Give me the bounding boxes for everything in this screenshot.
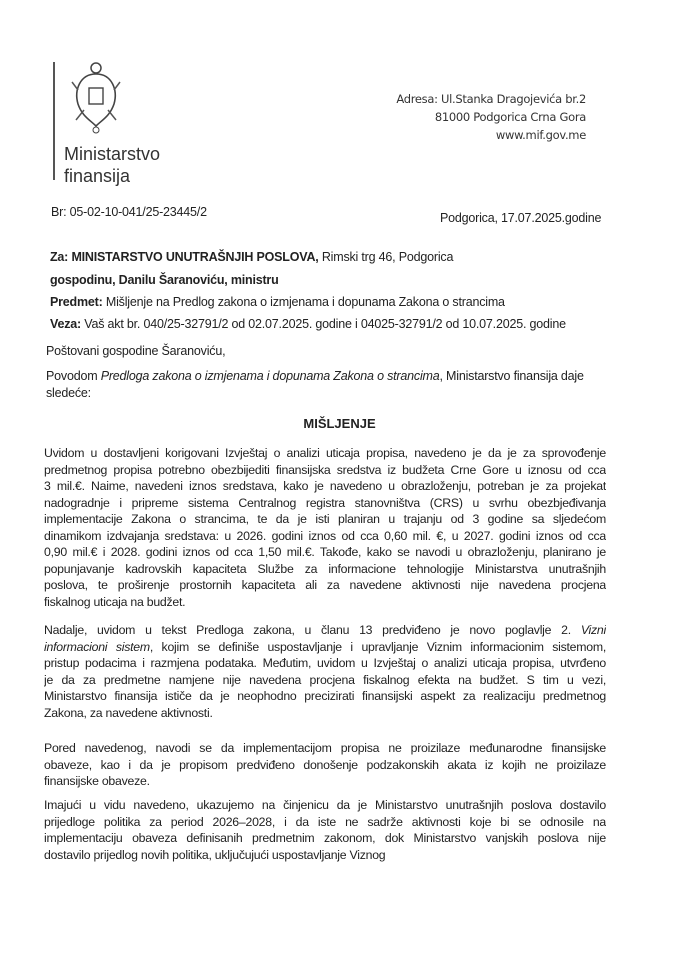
paragraph-line: informacioni sistem, kojim se definiše uspostavljanje i upravljanje Viznim informacionim sistemom, [44,639,606,654]
recipient-org: MINISTARSTVO UNUTRAŠNJIH POSLOVA, [71,250,319,264]
recipient-person: gospodinu, Danilu Šaranoviću, ministru [50,273,279,287]
paragraph-line: fiskalnog uticaja na budžet. [44,594,186,609]
paragraph-1 [44,445,606,610]
reference-text: Vaš akt br. 040/25-32791/2 od 02.07.2025. godine i 04025-32791/2 od 10.07.2025. godine [84,317,566,331]
ministry-name-line2: finansija [64,166,131,186]
subject-label: Predmet: [50,295,103,309]
paragraph-line: dostavilo prijedlog novih politika, uključujući uspostavljanje Viznog [44,847,386,862]
ministry-name-line1: Ministarstvo [64,144,161,164]
intro-prefix: Povodom [46,369,101,383]
letterhead-divider [53,62,55,180]
paragraph-line: Uvidom u dostavljeni korigovani Izvještaj o analizi uticaja propisa, navedeno je da je za sprovođenje [44,446,606,460]
reference-line [50,317,566,331]
document-number: Br: 05-02-10-041/25-23445/2 [51,205,207,219]
address-street: Adresa: Ul.Stanka Dragojevića br.2 [396,92,586,106]
reference-label: Veza: [50,317,81,331]
paragraph-line: Imajući u vidu navedeno, ukazujemo na činjenicu da je Ministarstvo unutrašnjih poslova dostavilo [44,798,606,812]
paragraph-line: Nadalje, uvidom u tekst Predloga zakona, u članu 13 predviđeno je novo poglavlje 2. Vizni [44,623,606,637]
intro-suffix: , Ministarstvo finansija daje [439,369,584,383]
place-date: Podgorica, 17.07.2025.godine [440,211,602,225]
intro-line2: sledeće: [46,386,91,400]
paragraph-line: Zakona, za navedene aktivnosti. [44,705,213,720]
coat-of-arms-icon [70,60,122,134]
paragraph-4 [44,797,606,863]
paragraph-line: dinamikom izdvajanja sredstava: u 2026. godini iznos od cca 0,60 mil. €, u 2027. godini iznos od cca [44,528,606,543]
paragraph-line: poslova, te proširenje prostornih kapaciteta ali za navedene aktivnosti nije navedena procjena [44,578,606,592]
intro-line [46,369,584,383]
paragraph-line: finansijske obaveze. [44,774,150,788]
paragraph-line: prijedloge politika za period 2026–2028, i da iste ne sadrže aktivnosti koje bi se odnosile na [44,814,606,829]
paragraph-line: obaveze, kao i da je propisom predviđeno donošenje podzakonskih akata iz kojih ne proizilaze [44,757,606,772]
address-block [396,90,586,144]
paragraph-line: implementaciju obaveza definisanih predmetnim zakonom, dok Ministarstvo vanjskih poslova nije [44,831,606,845]
paragraph-line: 0,90 mil.€ i 2028. godini iznos od cca 1,50 mil.€. Takođe, kako se navodi u obrazloženju, planirano je [44,545,606,559]
paragraph-line: popunjavanje kadrovskih kapaciteta Službe za informacione tehnologije Ministarstva unutrašnjih [44,561,606,576]
intro-law-title: Predloga zakona o izmjenama i dopunama Zakona o strancima [100,369,440,383]
website-link[interactable]: www.mif.gov.me [495,128,586,142]
paragraph-line: 3 mil.€. Naime, navedeni iznos sredstava, kako je navedeno u obrazloženju, potreban je za projekat [44,479,606,493]
salutation: Poštovani gospodine Šaranoviću, [46,344,226,358]
address-city: 81000 Podgorica Crna Gora [434,110,586,124]
paragraph-3 [44,740,606,790]
document-title: MIŠLJENJE [303,416,376,431]
paragraph-line: nadogradnje i pripreme sistema Centralnog registra stanovništva (CRS) u svrhu obezbjeđivanja [44,495,606,510]
to-label: Za: [50,250,69,264]
paragraph-line: je da za predmetne namjene nije navedena procjena fiskalnog efekta na budžet. S tim u vezi, [44,672,606,687]
paragraph-line: pristup podacima i razmjena podataka. Međutim, uvidom u Izvještaj o analizi uticaja propisa, utvrđeno [44,656,606,670]
paragraph-line: predmetnog propisa potrebno obezbijediti finansijska sredstva iz budžeta Crne Gore u iznosu od cca [44,462,606,477]
paragraph-line: Ministarstvo finansija ističe da je neophodno precizirati finansijski aspekt za realizaciju predmetnog [44,689,606,703]
paragraph-line: Pored navedenog, navodi se da implementacijom propisa ne proizilaze međunarodne finansijske [44,741,606,755]
paragraph-line: implementacije Zakona o strancima, te da je isti planiran u trajanju od 3 godine sa sljedećom [44,512,606,526]
recipient-address: Rimski trg 46, Podgorica [321,250,454,264]
ministry-name [64,143,160,187]
subject-text: Mišljenje na Predlog zakona o izmjenama i dopunama Zakona o strancima [105,295,505,309]
recipient-line [50,250,453,264]
subject-line [50,295,505,309]
paragraph-2 [44,622,606,721]
